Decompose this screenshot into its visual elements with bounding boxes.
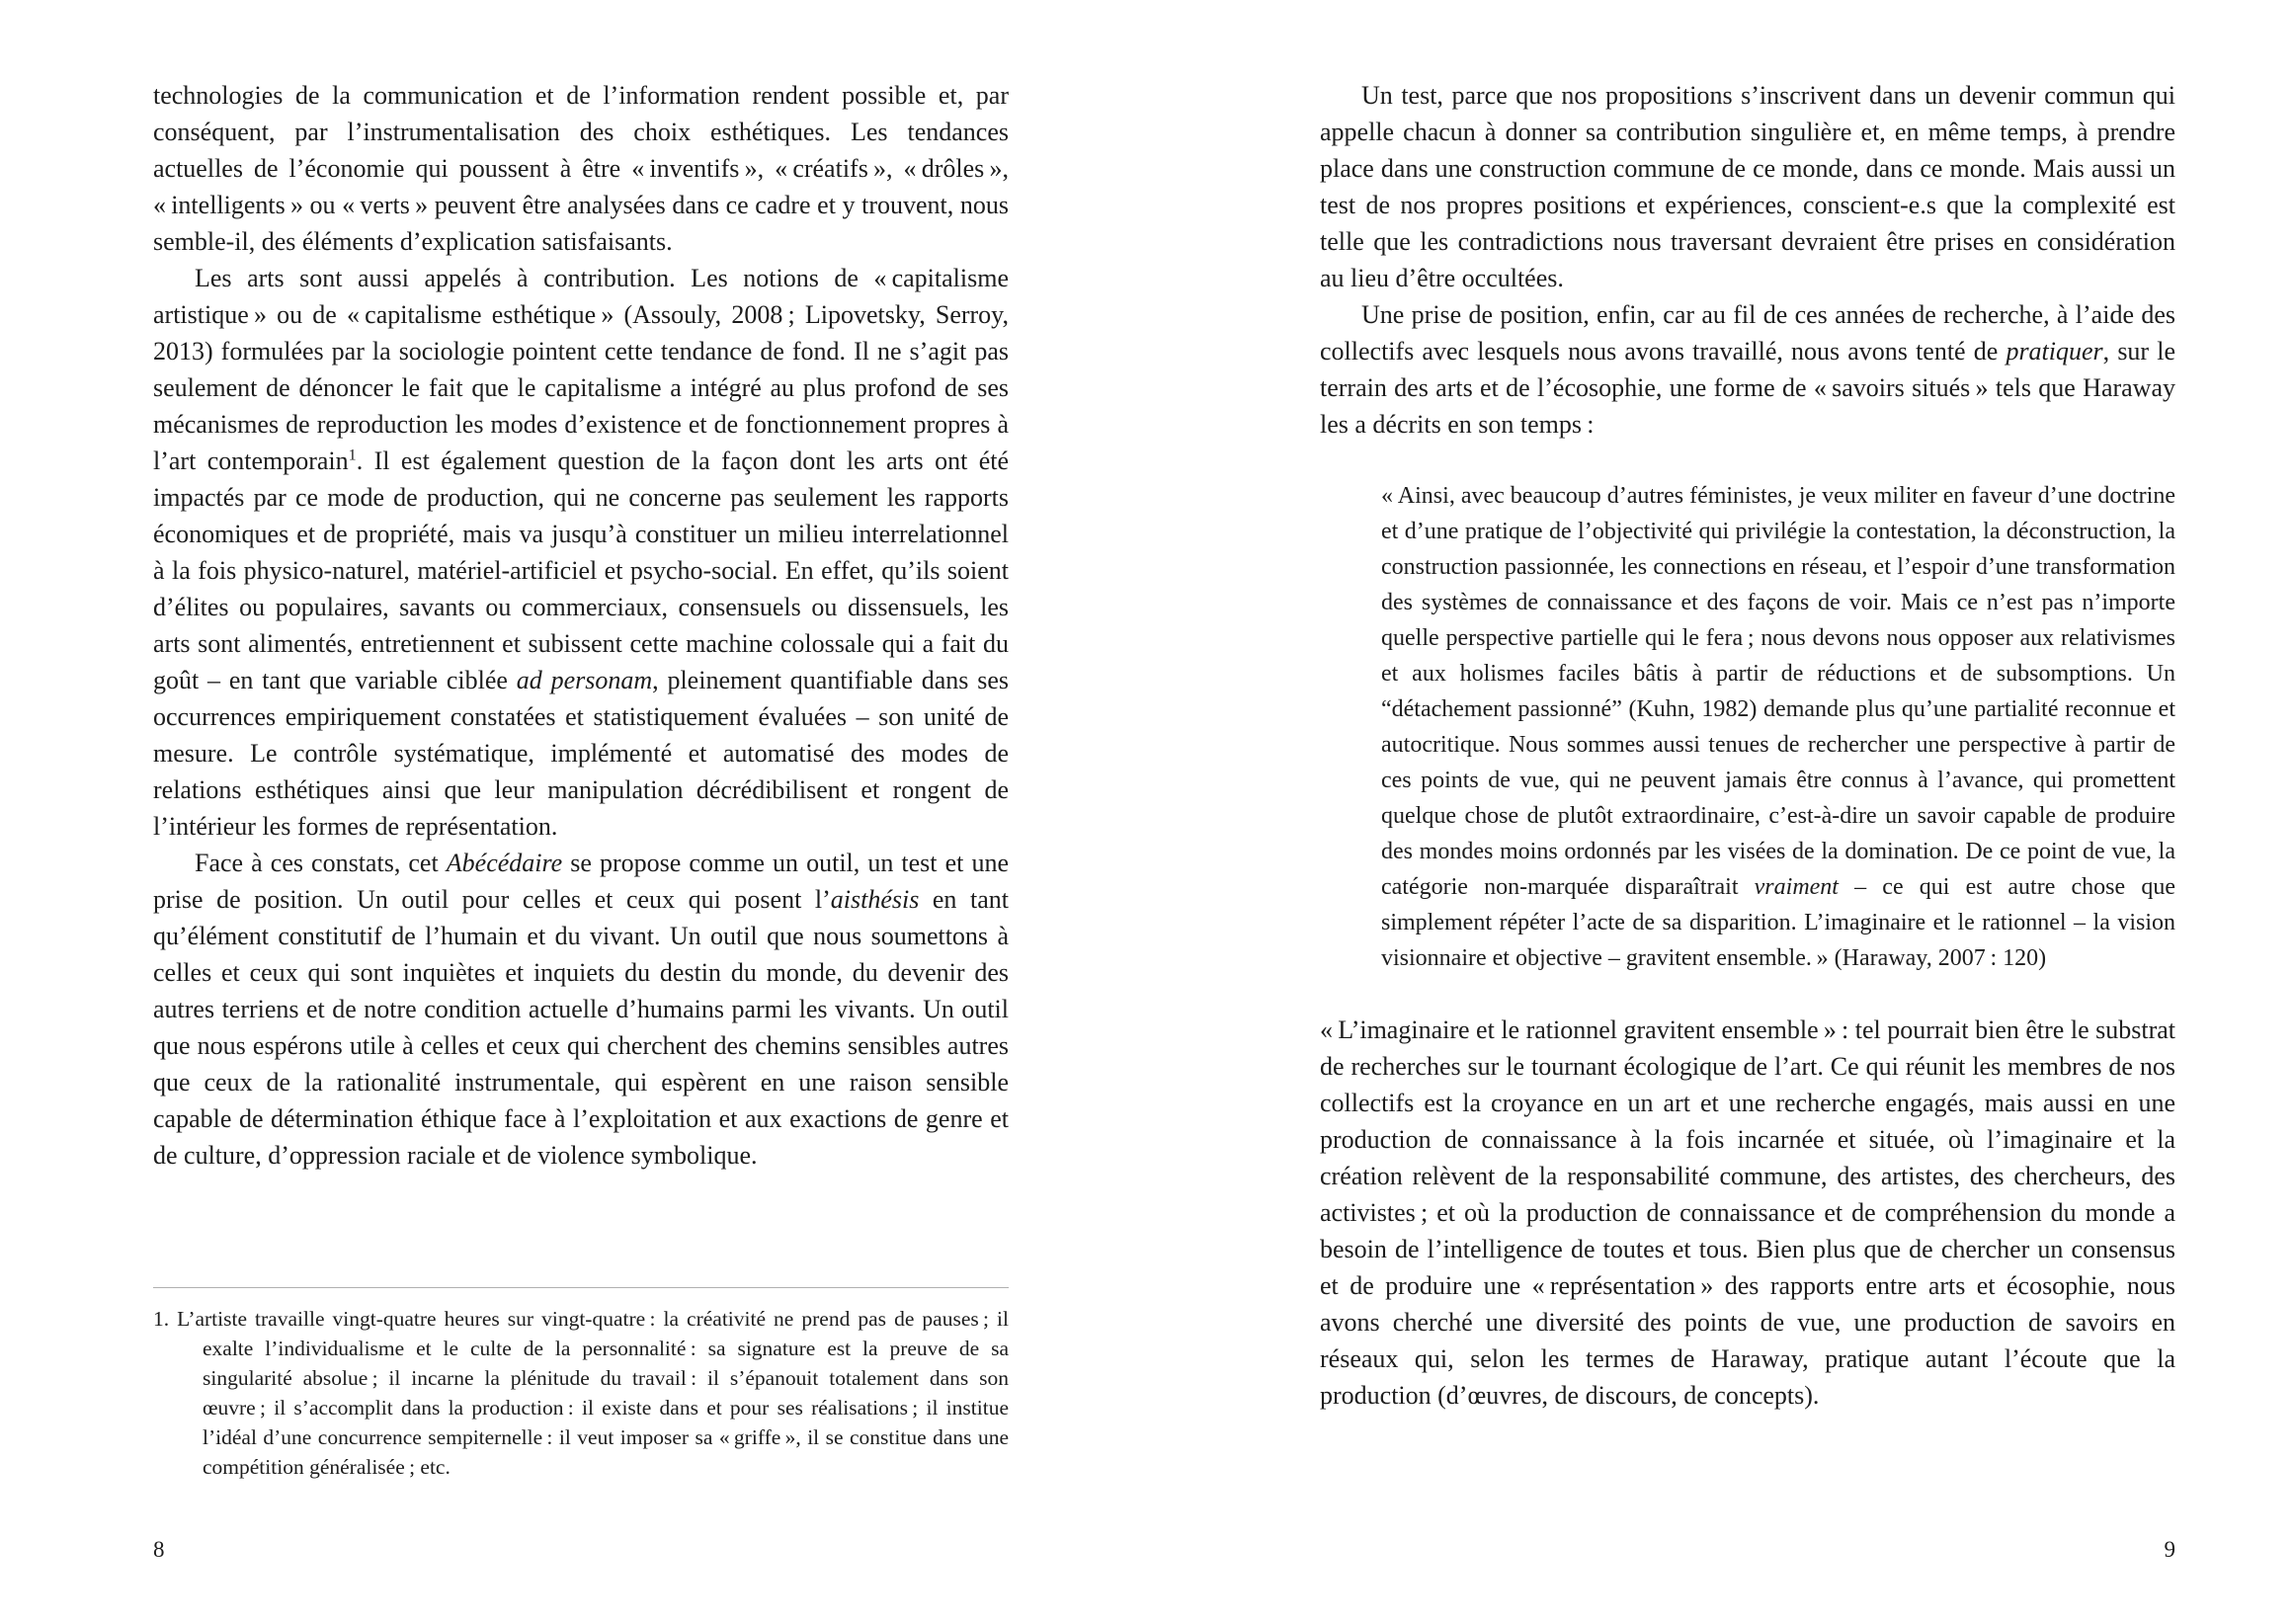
footnote-text	[153, 1304, 1009, 1482]
text-run: – ce qui est autre chose que simplement répéter l’acte de sa disparition. L’imaginaire et le rationnel – la vision visionnaire et objective – gravitent ensemble. » (Haraway, 2007 : 120)	[1381, 874, 2175, 971]
paragraph	[1320, 1012, 2175, 1414]
block-quote	[1381, 478, 2175, 976]
text-run: . Il est également question de la façon dont les arts ont été impactés par ce mode de production, qui ne concerne pas seulement les rapports économiques et de propriété, mais va jusqu’à constituer un milieu interrelationnel à la fois physico-naturel, matériel-artificiel et psycho-social. En effet, qu’ils soient d’élites ou populaires, savants ou commerciaux, consensuels ou dissensuels, les arts sont alimentés, entretiennent et subissent cette machine colossale qui a fait du goût – en tant que variable ciblée	[153, 447, 1009, 694]
page-right	[1320, 77, 2175, 1588]
page-number-right: 9	[2164, 1537, 2175, 1562]
footnote-reference: 1	[348, 447, 357, 464]
page-number-left: 8	[153, 1537, 165, 1562]
paragraph	[153, 845, 1009, 1174]
italic-text-run: pratiquer	[2006, 337, 2103, 365]
footnote-paragraph	[153, 1304, 1009, 1482]
paragraph	[1320, 77, 2175, 296]
text-run: Un test, parce que nos propositions s’inscrivent dans un devenir commun qui appelle chacun à donner sa contribution singulière et, en même temps, à prendre place dans une construction commune de ce monde, dans ce monde. Mais aussi un test de nos propres positions et expériences, conscient-e.s que la complexité est telle que les contradictions nous traversant devraient être prises en considération au lieu d’être occultées.	[1320, 81, 2175, 292]
text-run: 1. L’artiste travaille vingt-quatre heures sur vingt-quatre : la créativité ne prend pas de pauses ; il exalte l’individualisme et le culte de la personnalité : sa signature est la preuve de sa singularité absolue ; il incarne la plénitude du travail : il s’épanouit totalement dans son œuvre ; il s’accomplit dans la production : il existe dans et pour ses réalisations ; il institue l’idéal d’une concurrence sempiternelle : il veut imposer sa « griffe », il se constitue dans une compétition généralisée ; etc.	[153, 1307, 1009, 1479]
text-run: se propose comme un outil, un test et une prise de position. Un outil pour celles et ceux qui posent l’	[153, 849, 1009, 914]
footnote-area	[153, 1287, 1009, 1482]
text-run: , pleinement quantifiable dans ses occurrences empiriquement constatées et statistiquement évaluées – son unité de mesure. Le contrôle systématique, implémenté et automatisé des modes de relations esthétiques ainsi que leur manipulation décrédibilisent et rongent de l’intérieur les formes de représentation.	[153, 666, 1010, 841]
footnote-rule	[153, 1287, 1009, 1288]
right-text-column	[1320, 77, 2175, 1414]
text-run: en tant qu’élément constitutif de l’humain et du vivant. Un outil que nous soumettons à celles et ceux qui sont inquiètes et inquiets du destin du monde, du devenir des autres terriens et de notre condition actuelle d’humains parmi les vivants. Un outil que nous espérons utile à celles et ceux qui cherchent des chemins sensibles autres que ceux de la rationalité instrumentale, qui espèrent en une raison sensible capable de détermination éthique face à l’exploitation et aux exactions de genre et de culture, d’oppression raciale et de violence symbolique.	[153, 885, 1009, 1170]
text-run: technologies de la communication et de l’information rendent possible et, par conséquent, par l’instrumentalisation des choix esthétiques. Les tendances actuelles de l’économie qui poussent à être « inventifs », « créatifs », « drôles », « intelligents » ou « verts » peuvent être analysées dans ce cadre et y trouvent, nous semble-il, des éléments d’explication satisfaisants.	[153, 81, 1009, 256]
italic-text-run: vraiment	[1754, 874, 1839, 900]
italic-text-run: ad personam	[516, 666, 653, 694]
text-run: , sur le terrain des arts et de l’écosophie, une forme de « savoirs situés » tels que Haraway les a décrits en son temps :	[1320, 337, 2176, 439]
text-run: « L’imaginaire et le rationnel gravitent ensemble » : tel pourrait bien être le substrat de recherches sur le tournant écologique de l’art. Ce qui réunit les membres de nos collectifs est la croyance en un art et une recherche engagés, mais aussi en une production de connaissance à la fois incarnée et située, où l’imaginaire et la création relèvent de la responsabilité commune, des artistes, des chercheurs, des activistes ; et où la production de connaissance et de compréhension du monde a besoin de l’intelligence de toutes et tous. Bien plus que de chercher un consensus et de produire une « représentation » des rapports entre arts et écosophie, nous avons cherché une diversité des points de vue, une production de savoirs en réseaux qui, selon les termes de Haraway, pratique autant l’écoute que la production (d’œuvres, de discours, de concepts).	[1320, 1015, 2175, 1410]
left-text-column	[153, 77, 1009, 1174]
italic-text-run: aisthésis	[830, 885, 920, 914]
text-run: « Ainsi, avec beaucoup d’autres féministes, je veux militer en faveur d’une doctrine et d’une pratique de l’objectivité qui privilégie la contestation, la déconstruction, la construction passionnée, les connections en réseau, et l’espoir d’une transformation des systèmes de connaissance et des façons de voir. Mais ce n’est pas n’importe quelle perspective partielle qui le fera ; nous devons nous opposer aux relativismes et aux holismes faciles bâtis à partir de réductions et de subsomptions. Un “détachement passionné” (Kuhn, 1982) demande plus qu’une partialité reconnue et autocritique. Nous sommes aussi tenues de rechercher une perspective à partir de ces points de vue, qui ne peuvent jamais être connus à l’avance, qui promettent quelque chose de plutôt extraordinaire, c’est-à-dire un savoir capable de produire des mondes moins ordonnés par les visées de la domination. De ce point de vue, la catégorie non-marquée disparaîtrait	[1381, 483, 2175, 900]
italic-text-run: Abécédaire	[446, 849, 563, 877]
paragraph	[153, 77, 1009, 260]
text-run: Une prise de position, enfin, car au fil de ces années de recherche, à l’aide des collectifs avec lesquels nous avons travaillé, nous avons tenté de	[1320, 300, 2175, 365]
paragraph	[153, 260, 1009, 845]
paragraph	[1320, 296, 2175, 443]
text-run: Les arts sont aussi appelés à contribution. Les notions de « capitalisme artistique » ou de « capitalisme esthétique » (Assouly, 2008 ; Lipovetsky, Serroy, 2013) formulées par la sociologie pointent cette tendance de fond. Il ne s’agit pas seulement de dénoncer le fait que le capitalisme a intégré au plus profond de ses mécanismes de reproduction les modes d’existence et de fonctionnement propres à l’art contemporain	[153, 264, 1009, 475]
text-run: Face à ces constats, cet	[195, 849, 447, 877]
page-left	[153, 77, 1009, 1588]
